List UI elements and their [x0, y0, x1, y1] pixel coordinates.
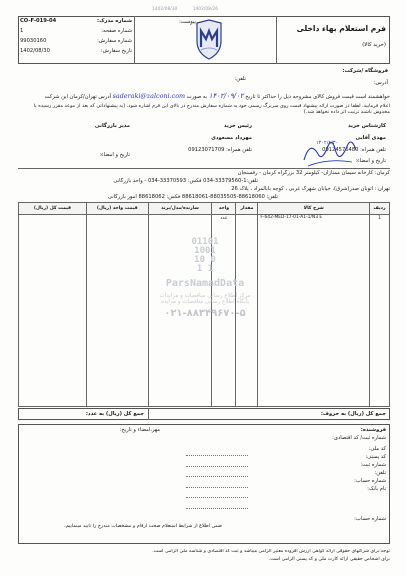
meta-label: شماره سفارش: — [97, 38, 132, 44]
vendor-name-label: فروشگاه /شرکت: — [342, 68, 388, 74]
signatory-phone-row — [156, 147, 252, 154]
kerman-phones: تلفن:1-33379560-034 فکس: 33370593-034 - واحد بازرگانی — [113, 178, 258, 184]
watermark-phone: ۰۲۱-۸۸۳۴۹۶۷۰-۵ — [164, 308, 246, 320]
meta-doc-number: CO-F-019-04 — [20, 18, 57, 24]
signatory-phone: 09124576480 — [322, 147, 359, 153]
header-meta — [20, 18, 132, 62]
col-header-total-price: قیمت کل (ریال) — [19, 203, 87, 215]
meta-label: شماره صفحه: — [101, 28, 132, 34]
seller-fields — [250, 446, 386, 518]
top-stamp — [152, 7, 272, 15]
meta-page-number: 1 — [20, 28, 24, 34]
seller-economic-label: شماره ثبت/ کد اقتصادی: — [332, 435, 386, 441]
seller-title: فروشنده: — [360, 427, 386, 433]
signatory-role: رئیس خرید — [223, 123, 252, 129]
col-header-description: شرح کالا — [258, 203, 370, 215]
top-stamp-left: 1402/08/30 — [152, 7, 178, 12]
meta-doc-row — [20, 18, 132, 28]
signatory-name: مهدی آقایی — [355, 134, 386, 141]
svg-text:۱۴۰۲/۸/۳۰: ۱۴۰۲/۸/۳۰ — [316, 140, 339, 146]
seller-note: ضمن اطلاع از شرایط استعلام صحت ارقام و مشخصات مندرج را تایید مینماییم. — [64, 524, 222, 529]
company-logo — [192, 19, 226, 61]
cell-row-number: 1 — [370, 215, 390, 407]
col-header-row-number: ردیف — [370, 203, 390, 215]
cell-unit-price[interactable] — [86, 215, 148, 407]
cell-unit: عدد — [212, 215, 236, 407]
footer-note-2: برای اشخاص حقیقی ارائه کارت ملی و کد پستی الزامی است. — [268, 557, 390, 562]
meta-page-row — [20, 28, 132, 38]
seller-field: تلفن: — [374, 470, 386, 476]
office-kerman — [18, 170, 390, 178]
seller-field: شماره حساب: — [354, 478, 386, 484]
vendor-address-label: آدرس: — [373, 80, 388, 86]
signatory-name: مهرداد مسعودی — [211, 134, 252, 141]
signatory-date-label: تاریخ و امضاء: — [99, 151, 130, 158]
vendor-phone-label: تلفن: — [234, 76, 246, 82]
totals-row — [18, 408, 390, 420]
seller-field: شماره ثبت: — [360, 462, 386, 468]
watermark-line1: مرکز اطلاع رسانی مناقصات و مزایدات — [159, 292, 251, 299]
meta-label: شماره مدرک: — [97, 18, 132, 24]
table-row — [19, 215, 390, 407]
attachment-label: پیوست: — [179, 19, 196, 25]
office-tehran: تهران : اتوبان صدر(شرق)، خیابان شهرک غربی ، کوچه بابالمراد ، پلاک 26 — [231, 186, 390, 192]
signatory-phone-label: تلفن همراه: — [226, 147, 252, 153]
col-header-unit: واحد — [212, 203, 236, 215]
signatory-role: مدیر بازرگانی — [94, 123, 130, 129]
watermark-line2: پایگاه اطلاع رسانی مناقصات و مزایده — [160, 299, 250, 306]
signatory-role: کارشناس خرید — [348, 123, 386, 129]
watermark: 01101 1001 10 0 1 1 ParsNamadData مرکز اطلاع رسانی مناقصات و مزایدات پایگاه اطلاع رسانی مناقصات و مزایده ۰۲۱-۸۸۳۴۹۶۷۰-۵ — [120, 238, 290, 378]
form-subtitle: (خرید کالا) — [362, 42, 386, 48]
handwritten-signature — [300, 132, 360, 170]
col-header-quantity: مقدار — [236, 203, 258, 215]
form-title: فرم استعلام بهاء داخلی — [296, 24, 386, 33]
col-header-unit-price: قیمت واحد (ریال) — [86, 203, 148, 215]
total-words-label: جمع کل (ریال) به حروف: — [320, 411, 386, 417]
seller-field: نام بانک: — [367, 486, 386, 492]
request-text-a: خواهشمند است قیمت فروش کالای مشروحه ذیل را حداکثر تا تاریخ — [245, 94, 390, 100]
items-table — [18, 202, 390, 407]
handwritten-date: ۱۴۰۲/۰۹/۰۲ — [208, 92, 244, 100]
meta-date-row — [20, 48, 132, 58]
cell-brand[interactable] — [148, 215, 212, 407]
request-text-c: آدرس تهران/کرمان این شرکت — [44, 94, 111, 100]
cell-description — [258, 215, 370, 407]
cell-quantity[interactable] — [236, 215, 258, 407]
table-header-row — [19, 203, 390, 215]
signatory-phone: 09123071709 — [188, 147, 225, 153]
top-stamp-right: 1402/08/26 — [192, 7, 219, 12]
item-description: F-642-MED-17-01-A1-1/N3 E — [260, 215, 323, 220]
seller-field: کد پستی: — [365, 454, 386, 460]
signatory-manager — [20, 123, 130, 165]
footer-note-1: توجه:برای شرکتهای حقوقی ارائه گواهی ارزش افزوده معتبر الزامی میباشد و ثبت کد اقتصادی و شناسه ملی الزامی است. — [152, 549, 390, 554]
kerman-address: کرمان: کارخانه سیمان ممتازان- کیلومتر 32 بزرگراه کرمان - رفسنجان — [237, 170, 390, 176]
handwritten-email: saderaki@zalconi.com — [112, 92, 186, 100]
seller-sheba-label: شماره حساب: — [354, 516, 386, 522]
meta-order-number: 99030160 — [20, 38, 47, 44]
request-line2: اعلام فرمایید. لطفا در صورت ارائه پیشنهاد قیمت روی سربرگ رسمی خود به شماره سفارش مندرج در بالای این فرم اشاره شود. (به پیشنهاداتی که بعد از موعد مقرر رسیده یا مخدوش باشند ترتیب اثر داده نخواهد شد.) — [33, 103, 390, 116]
meta-order-row — [20, 38, 132, 48]
cell-total-price[interactable] — [19, 215, 87, 407]
seller-sign-label: مهر،امضاء و تاریخ: — [119, 427, 160, 433]
watermark-brand: ParsNamadData — [165, 278, 245, 289]
request-text-b: به صورت — [186, 94, 208, 100]
signatory-phone-label: تلفن همراه: — [360, 147, 386, 153]
col-header-brand: سازنده/مدل/برند — [148, 203, 212, 215]
signatory-head — [156, 123, 252, 165]
seller-field-lines — [186, 448, 248, 518]
meta-order-date: 1402/08/30 — [20, 48, 50, 54]
seller-field: کد ملی: — [368, 446, 386, 452]
signatory-date-label: تاریخ و امضاء: — [355, 157, 386, 164]
request-line1 — [18, 92, 390, 102]
tehran-phones: تلفن: 88618060-88035505-88618061 فکس: 88618062 امور بازرگانی — [107, 194, 278, 200]
meta-label: تاریخ سفارش: — [100, 48, 132, 54]
total-number-label: جمع کل (ریال) به عدد: — [85, 411, 144, 417]
